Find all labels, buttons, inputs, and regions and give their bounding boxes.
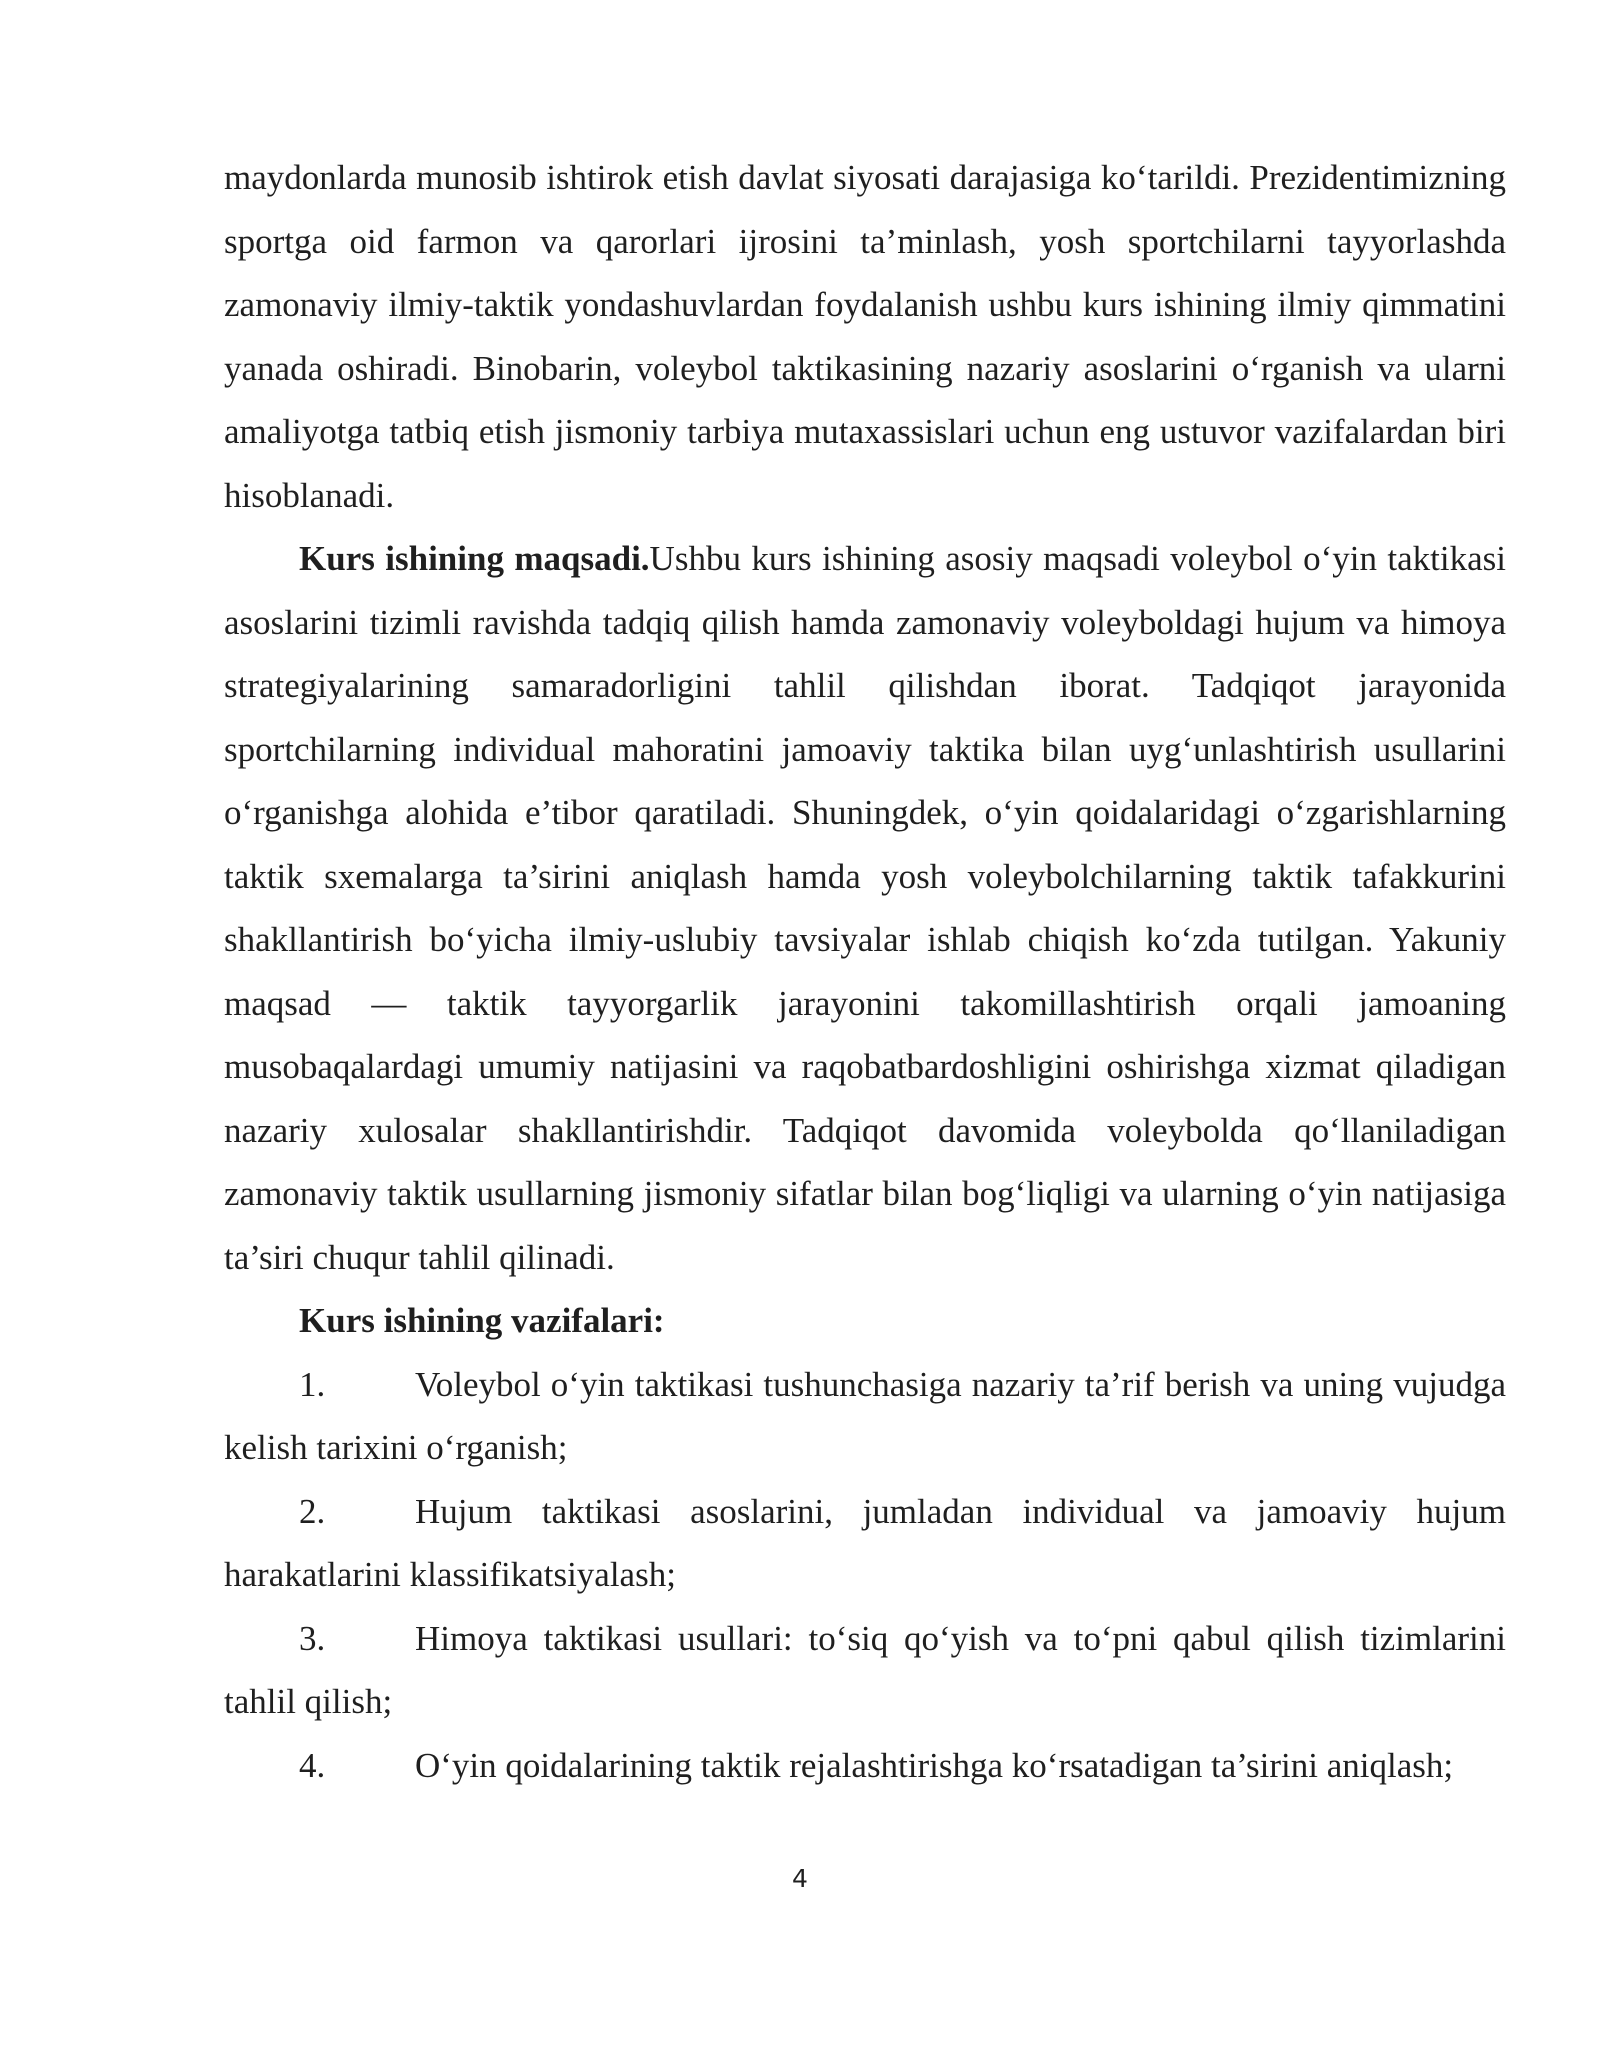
task-item-2	[224, 1480, 1506, 1607]
intro-paragraph: maydonlarda munosib ishtirok etish davlat siyosati darajasiga ko‘tarildi. Prezidentimizning sportga oid farmon va qarorlari ijrosini ta’minlash, yosh sportchilarni tayyorlashda zamonaviy ilmiy-taktik yondashuvlardan foydalanish ushbu kurs ishining ilmiy qimmatini yanada oshiradi. Binobarin, voleybol taktikasining nazariy asoslarini o‘rganish va ularni amaliyotga tatbiq etish jismoniy tarbiya mutaxassislari uchun eng ustuvor vazifalardan biri hisoblanadi.	[224, 158, 1506, 515]
task-number: 1.	[299, 1364, 326, 1404]
task-item-4	[224, 1734, 1506, 1798]
task-number: 4.	[299, 1745, 326, 1785]
task-text: Himoya taktikasi usullari: to‘siq qo‘yish va to‘pni qabul qilish tizimlarini tahlil qilish;	[224, 1618, 1506, 1721]
task-number: 2.	[299, 1491, 326, 1531]
task-number: 3.	[299, 1618, 326, 1658]
goal-heading: Kurs ishining maqsadi.	[299, 539, 650, 578]
task-text: O‘yin qoidalarining taktik rejalashtirishga ko‘rsatadigan ta’sirini aniqlash;	[415, 1745, 1454, 1785]
page-number: 4	[792, 1864, 808, 1893]
tasks-heading: Kurs ishining vazifalari:	[299, 1301, 665, 1340]
task-item-1	[224, 1353, 1506, 1480]
task-text: Hujum taktikasi asoslarini, jumladan individual va jamoaviy hujum harakatlarini klassifikatsiyalash;	[224, 1491, 1506, 1594]
task-text: Voleybol o‘yin taktikasi tushunchasiga nazariy ta’rif berish va uning vujudga kelish tarixini o‘rganish;	[224, 1364, 1506, 1467]
goal-text: Ushbu kurs ishining asosiy maqsadi voleybol o‘yin taktikasi asoslarini tizimli ravishda tadqiq qilish hamda zamonaviy voleyboldagi hujum va himoya strategiyalarining samaradorligini tahlil qilishdan iborat. Tadqiqot jarayonida sportchilarning individual mahoratini jamoaviy taktika bilan uyg‘unlashtirish usullarini o‘rganishga alohida e’tibor qaratiladi. Shuningdek, o‘yin qoidalaridagi o‘zgarishlarning taktik sxemalarga ta’sirini aniqlash hamda yosh voleybolchilarning taktik tafakkurini shakllantirish bo‘yicha ilmiy-uslubiy tavsiyalar ishlab chiqish ko‘zda tutilgan. Yakuniy maqsad — taktik tayyorgarlik jarayonini takomillashtirish orqali jamoaning musobaqalardagi umumiy natijasini va raqobatbardoshligini oshirishga xizmat qiladigan nazariy xulosalar shakllantirishdir. Tadqiqot davomida voleybolda qo‘llaniladigan zamonaviy taktik usullarning jismoniy sifatlar bilan bog‘liqligi va ularning o‘yin natijasiga ta’siri chuqur tahlil qilinadi.	[224, 539, 1506, 1277]
goal-paragraph	[224, 527, 1506, 1289]
task-item-3	[224, 1607, 1506, 1734]
document-body	[224, 146, 1506, 1797]
